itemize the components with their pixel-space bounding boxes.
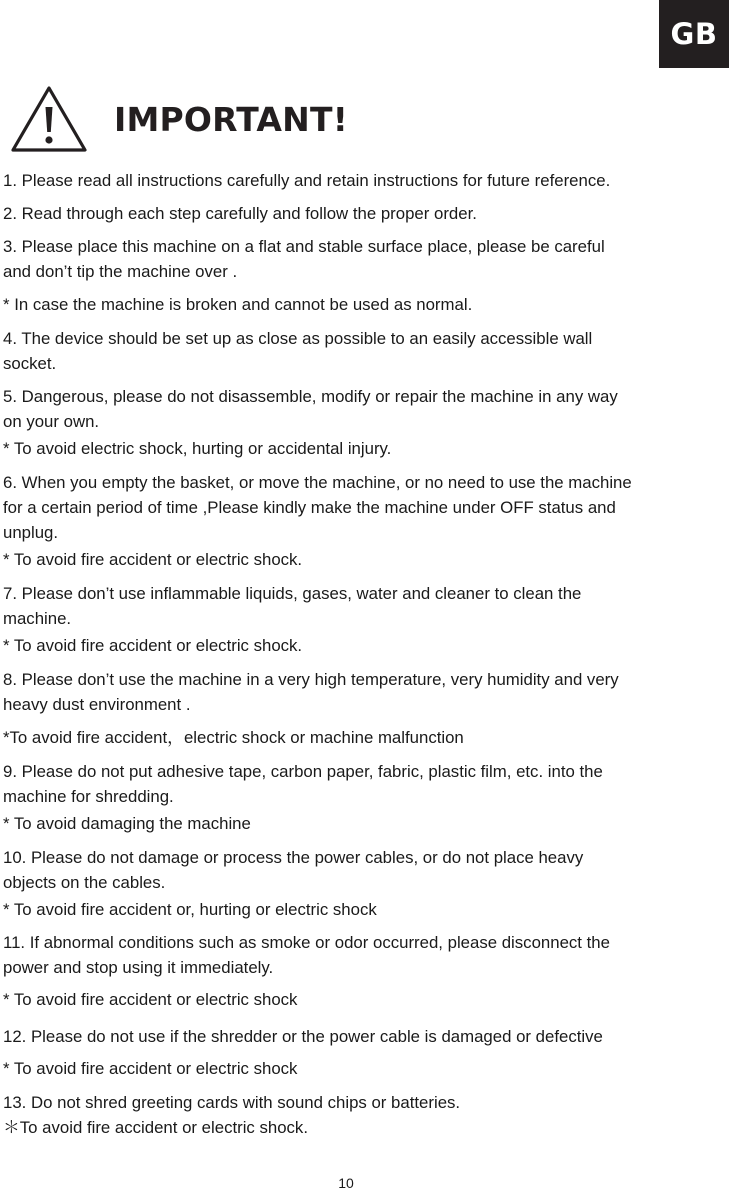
important-heading: IMPORTANT! <box>114 100 348 139</box>
instruction-line: machine for shredding. <box>3 787 174 806</box>
page-number: 10 <box>338 1175 354 1191</box>
instruction-line: socket. <box>3 354 57 373</box>
instruction-line: 1. Please read all instructions carefully and retain instructions for future reference. <box>3 171 611 190</box>
caution-note: * To avoid fire accident or electric shock <box>3 1059 298 1078</box>
instruction-line: 8. Please don’t use the machine in a very high temperature, very humidity and very <box>3 670 619 689</box>
instruction-line: 7. Please don’t use inflammable liquids, gases, water and cleaner to clean the <box>3 584 582 603</box>
warning-triangle-icon <box>9 83 89 155</box>
instruction-line: power and stop using it immediately. <box>3 958 274 977</box>
instruction-line: heavy dust environment . <box>3 695 191 714</box>
instruction-line: 5. Dangerous, please do not disassemble, modify or repair the machine in any way <box>3 387 618 406</box>
caution-note: * To avoid fire accident or electric shock. <box>3 636 303 655</box>
instruction-line: 3. Please place this machine on a flat and stable surface place, please be careful <box>3 237 605 256</box>
instruction-line: 11. If abnormal conditions such as smoke or odor occurred, please disconnect the <box>3 933 610 952</box>
caution-note: * To avoid damaging the machine <box>3 814 251 833</box>
caution-note: * To avoid fire accident or electric shock <box>3 990 298 1009</box>
caution-note: *To avoid fire accident，electric shock or machine malfunction <box>3 728 464 747</box>
caution-note: * To avoid electric shock, hurting or accidental injury. <box>3 439 392 458</box>
caution-note: * In case the machine is broken and cannot be used as normal. <box>3 295 473 314</box>
instruction-line: 9. Please do not put adhesive tape, carbon paper, fabric, plastic film, etc. into the <box>3 762 603 781</box>
instruction-line: 6. When you empty the basket, or move the machine, or no need to use the machine <box>3 473 632 492</box>
caution-note: * To avoid fire accident or, hurting or electric shock <box>3 900 377 919</box>
instruction-line: objects on the cables. <box>3 873 166 892</box>
caution-note: ＊To avoid fire accident or electric shock. <box>3 1118 308 1137</box>
instruction-line: for a certain period of time ,Please kindly make the machine under OFF status and <box>3 498 616 517</box>
language-badge: GB <box>659 0 729 68</box>
instruction-line: 2. Read through each step carefully and follow the proper order. <box>3 204 477 223</box>
instruction-line: 12. Please do not use if the shredder or the power cable is damaged or defective <box>3 1027 603 1046</box>
instruction-line: machine. <box>3 609 72 628</box>
instruction-line: on your own. <box>3 412 100 431</box>
instruction-line: 4. The device should be set up as close as possible to an easily accessible wall <box>3 329 593 348</box>
instruction-line: 13. Do not shred greeting cards with sound chips or batteries. <box>3 1093 461 1112</box>
instruction-line: 10. Please do not damage or process the power cables, or do not place heavy <box>3 848 584 867</box>
instruction-line: and don’t tip the machine over . <box>3 262 238 281</box>
instruction-line: unplug. <box>3 523 59 542</box>
caution-note: * To avoid fire accident or electric shock. <box>3 550 303 569</box>
